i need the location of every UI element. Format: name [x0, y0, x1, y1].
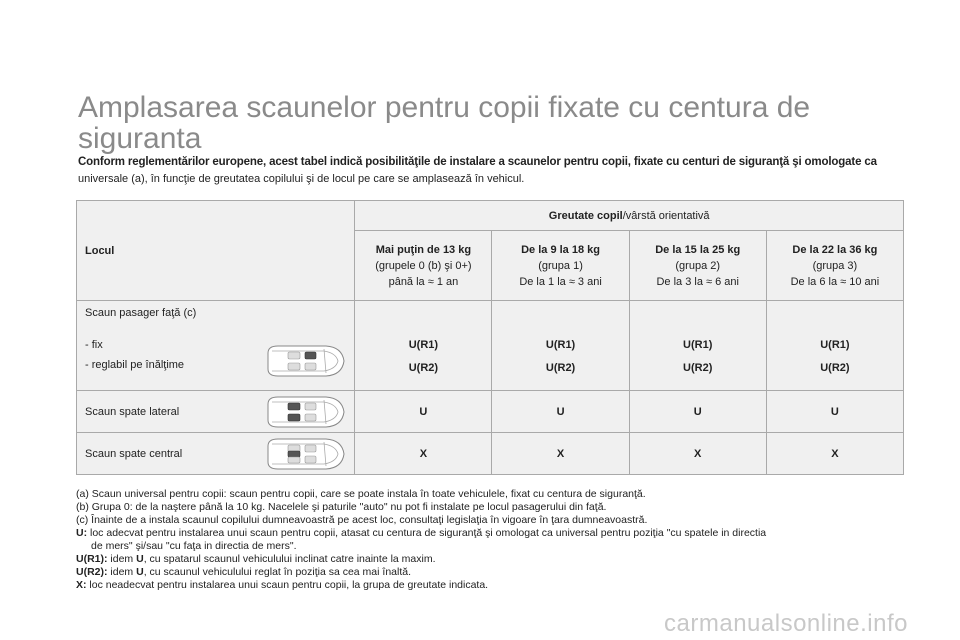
- footnote-c: (c) Înainte de a instala scaunul copilului dumneavoastră pe acest loc, consultaţi legislaţia în vigoare în ţara dumneavoastră.: [76, 514, 648, 526]
- location-cell: [77, 301, 355, 391]
- location-label: Scaun pasager faţă (c): [85, 307, 197, 319]
- location-label: Scaun spate lateral: [85, 405, 180, 418]
- footnotes: [76, 488, 906, 592]
- weight-header-bold: Greutate copil: [548, 209, 623, 222]
- intro-bold-text: Conform reglementărilor europene, acest tabel indică posibilităţile de instalare a scaunelor pentru copii, fixate cu centuri de siguranţă şi omologate ca: [78, 156, 877, 168]
- weight-header-rest: /vârstă orientativă: [622, 209, 710, 222]
- location-cell: [77, 391, 355, 433]
- child-seat-table: [76, 200, 904, 475]
- page-title: Amplasarea scaunelor pentru copii fixate cu centura de siguranta: [78, 91, 811, 155]
- value-cell: X: [766, 433, 903, 475]
- location-header: Locul: [77, 201, 355, 301]
- value-cell: U: [355, 391, 492, 433]
- car-front-seat-icon: [264, 343, 346, 379]
- value-cell: U: [629, 391, 766, 433]
- value-cell: U: [766, 391, 903, 433]
- value-cell: U(R1) U(R2): [492, 301, 629, 391]
- value-cell: X: [492, 433, 629, 475]
- legend-u: U: loc adecvat pentru instalarea unui scaun pentru copii, atasat cu centura de siguranţă şi omologat ca universal pentru poziţia "cu spatele in directia: [76, 527, 767, 539]
- location-label: Scaun spate central: [85, 447, 183, 460]
- sub-option-adjustable: - reglabil pe înălţime: [85, 359, 185, 371]
- legend-x: X: loc neadecvat pentru instalarea unui scaun pentru copii, la grupa de greutate indicata.: [76, 579, 489, 591]
- footnote-a: (a) Scaun universal pentru copii: scaun pentru copii, care se poate instala în toate vehiculele, fixat cu centura de siguranţă.: [76, 488, 646, 500]
- value-cell: U(R1) U(R2): [766, 301, 903, 391]
- car-rear-side-seat-icon: [264, 394, 346, 430]
- group-header: Mai puţin de 13 kg (grupele 0 (b) şi 0+) până la ≈ 1 an: [355, 231, 492, 301]
- table-row-front-passenger: [77, 301, 904, 391]
- location-cell: [77, 433, 355, 475]
- value-cell: X: [629, 433, 766, 475]
- footnote-b: (b) Grupa 0: de la naştere până la 10 kg. Nacelele şi paturile "auto" nu pot fi instalate pe locul pasagerului din faţă.: [76, 501, 607, 513]
- car-rear-center-seat-icon: [264, 436, 346, 472]
- legend-u-continued: de mers" şi/sau "cu faţa in directia de mers".: [91, 540, 297, 552]
- group-header: De la 9 la 18 kg (grupa 1) De la 1 la ≈ 3 ani: [492, 231, 629, 301]
- value-cell: U(R1) U(R2): [629, 301, 766, 391]
- table-row-rear-center: [77, 433, 904, 475]
- sub-option-fixed: - fix: [85, 339, 103, 351]
- watermark: carmanualsonline.info: [664, 610, 908, 637]
- table-row-rear-side: [77, 391, 904, 433]
- group-header: De la 22 la 36 kg (grupa 3) De la 6 la ≈ 10 ani: [766, 231, 903, 301]
- legend-ur2: U(R2): idem U, cu scaunul vehiculului reglat în poziţia sa cea mai înaltă.: [76, 566, 412, 578]
- weight-header: [355, 201, 904, 231]
- group-header: De la 15 la 25 kg (grupa 2) De la 3 la ≈ 6 ani: [629, 231, 766, 301]
- value-cell: U: [492, 391, 629, 433]
- value-cell: X: [355, 433, 492, 475]
- value-cell: U(R1) U(R2): [355, 301, 492, 391]
- legend-ur1: U(R1): idem U, cu spatarul scaunul vehiculului inclinat catre inainte la maxim.: [76, 553, 436, 565]
- intro-text: universale (a), în funcţie de greutatea copilului şi de locul pe care se amplasează în vehicul.: [78, 173, 525, 185]
